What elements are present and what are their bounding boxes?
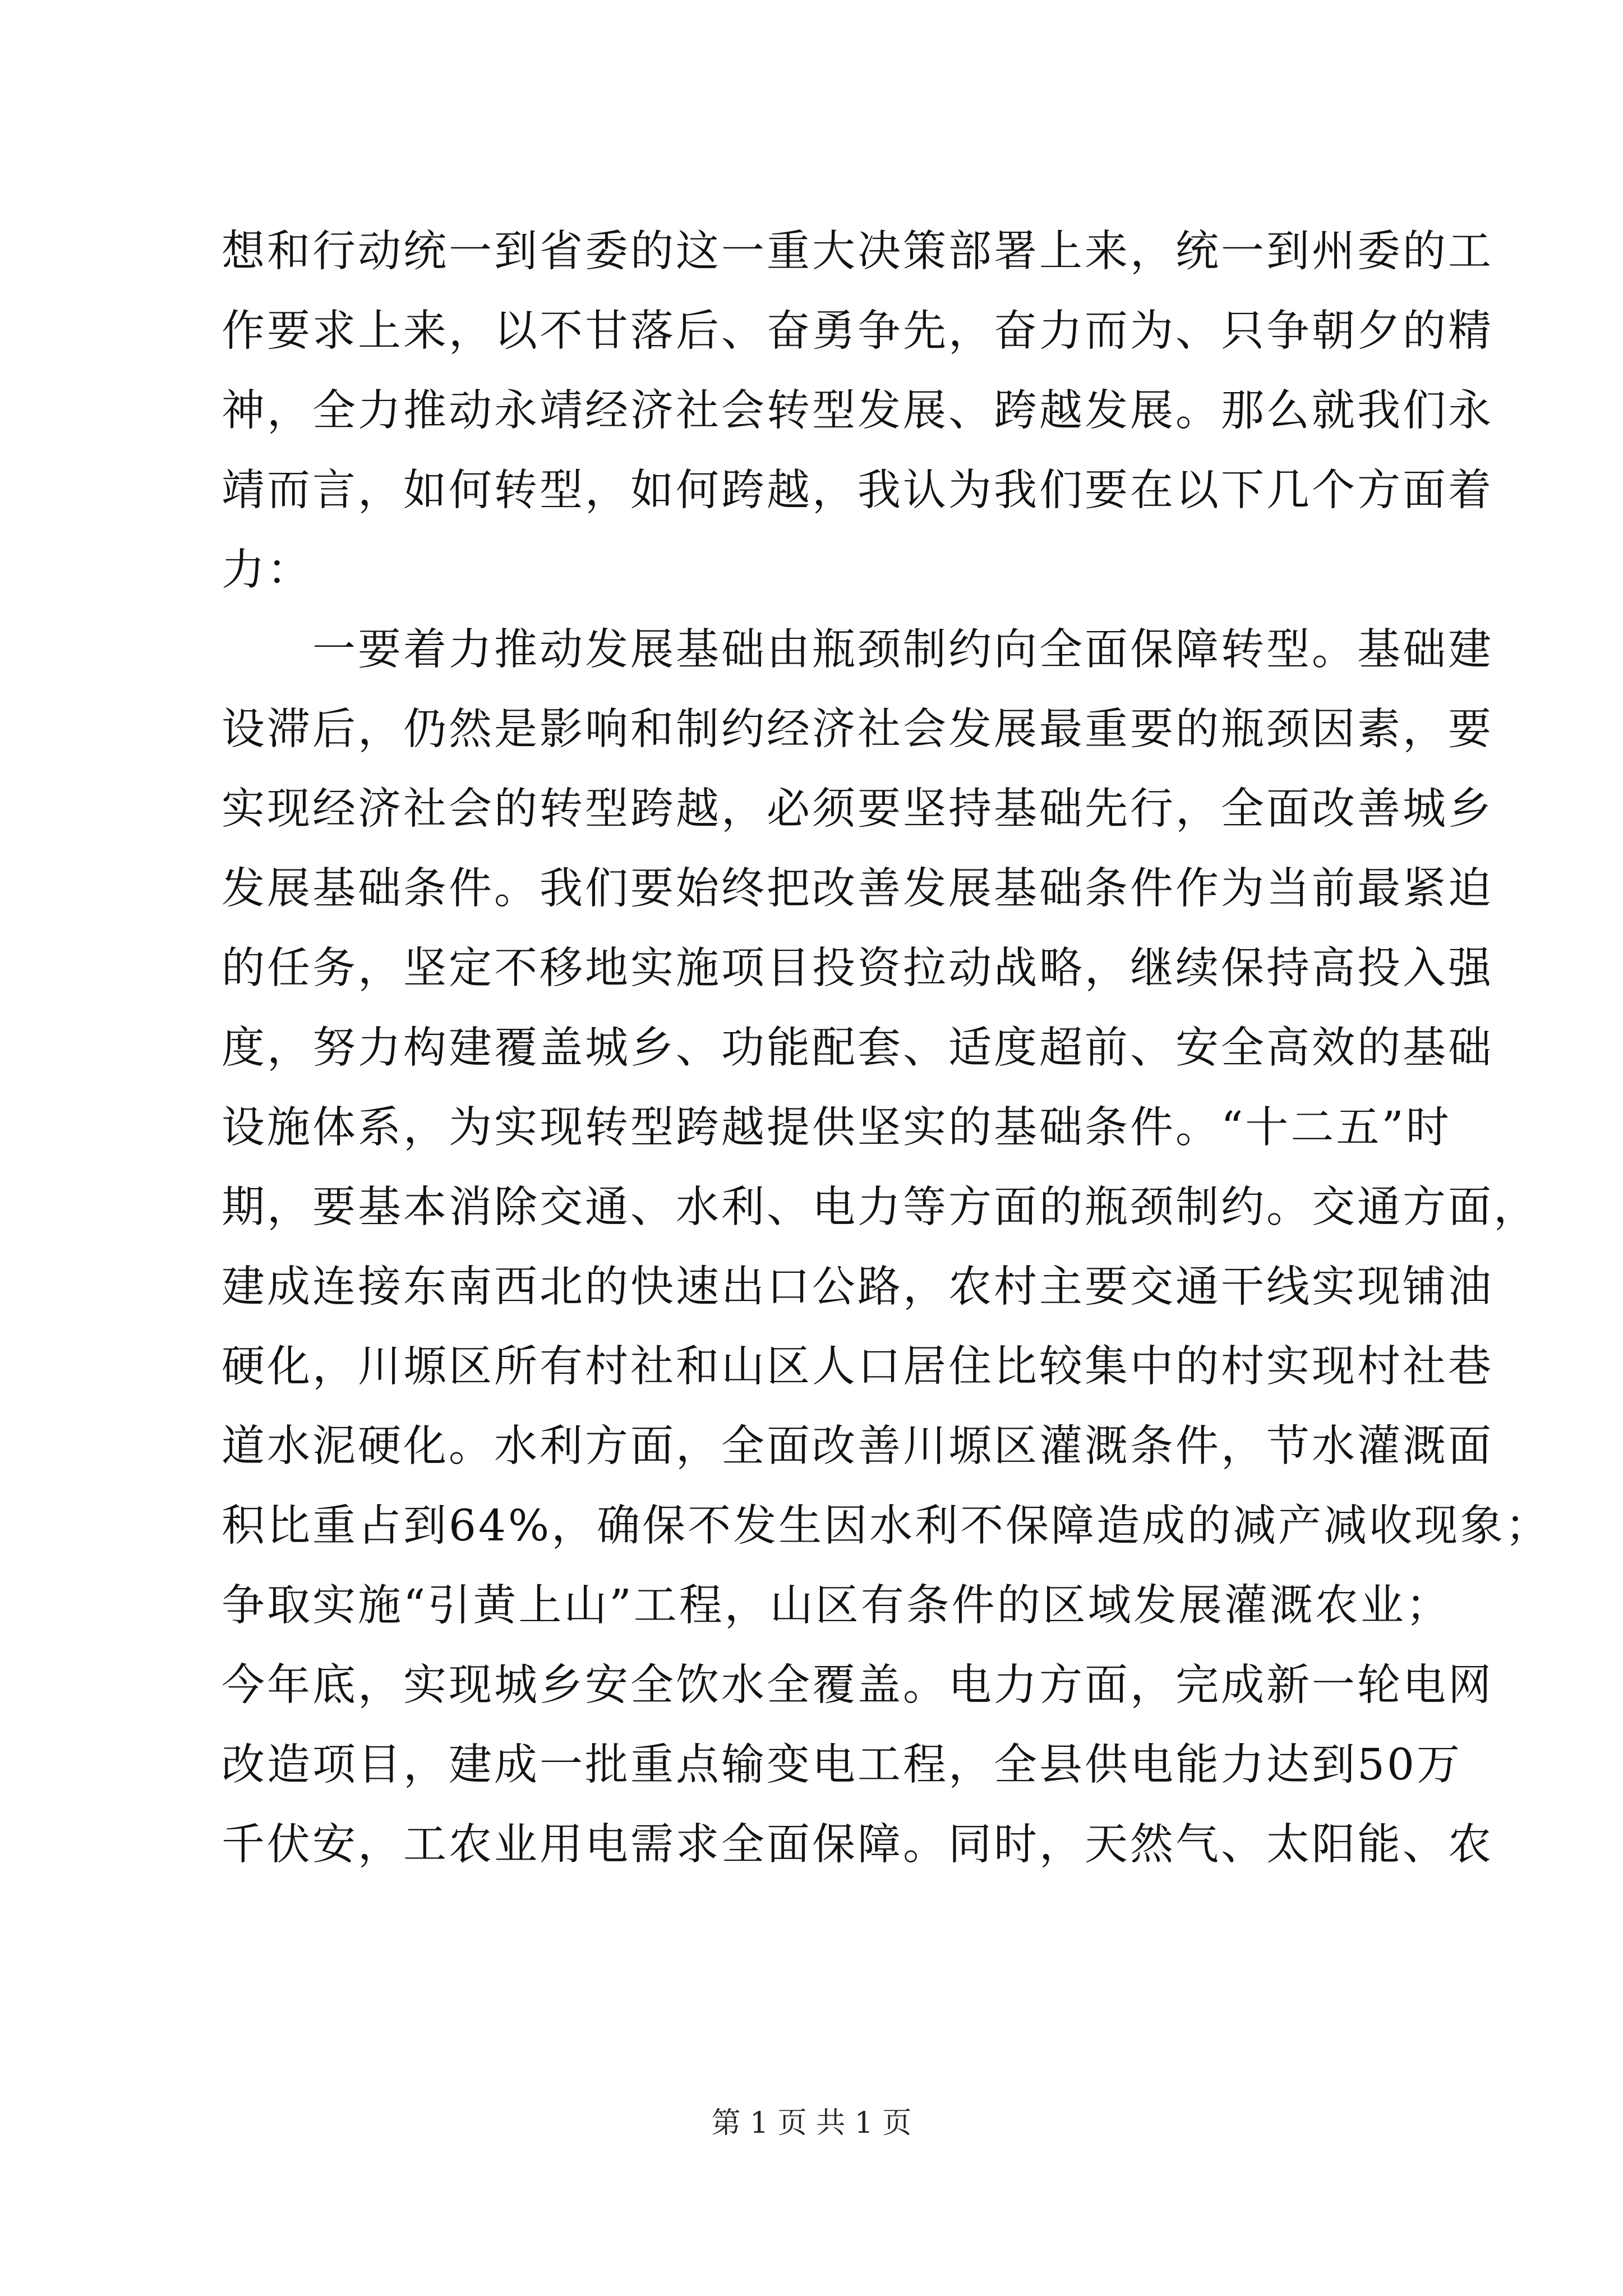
text-line: 想和行动统一到省委的这一重大决策部署上来，统一到州委的工 [222, 227, 1493, 277]
text-line: 实现经济社会的转型跨越，必须要坚持基础先行，全面改善城乡 [222, 784, 1493, 834]
text-line: 作要求上来，以不甘落后、奋勇争先，奋力而为、只争朝夕的精 [222, 306, 1493, 356]
text-line: 靖而言，如何转型，如何跨越，我认为我们要在以下几个方面着 [222, 466, 1493, 516]
text-line: 一要着力推动发展基础由瓶颈制约向全面保障转型。基础建 [222, 625, 1493, 675]
page-footer: 第 1 页 共 1 页 [711, 2106, 912, 2140]
text-line: 今年底，实现城乡安全饮水全覆盖。电力方面，完成新一轮电网 [222, 1660, 1493, 1710]
text-line: 千伏安，工农业用电需求全面保障。同时，天然气、太阳能、农 [222, 1820, 1493, 1870]
body-text [222, 212, 1551, 1885]
text-line: 度，努力构建覆盖城乡、功能配套、适度超前、安全高效的基础 [222, 1023, 1493, 1073]
text-line: 发展基础条件。我们要始终把改善发展基础条件作为当前最紧迫 [222, 864, 1493, 914]
text-line: 期，要基本消除交通、水利、电力等方面的瓶颈制约。交通方面， [222, 1182, 1539, 1232]
text-line: 争取实施“引黄上山”工程，山区有条件的区域发展灌溉农业； [222, 1581, 1451, 1631]
text-line: 神，全力推动永靖经济社会转型发展、跨越发展。那么就我们永 [222, 386, 1493, 436]
text-line: 道水泥硬化。水利方面，全面改善川塬区灌溉条件，节水灌溉面 [222, 1421, 1493, 1471]
text-line: 的任务，坚定不移地实施项目投资拉动战略，继续保持高投入强 [222, 944, 1493, 993]
text-line: 硬化，川塬区所有村社和山区人口居住比较集中的村实现村社巷 [222, 1342, 1493, 1392]
text-line: 力： [222, 545, 312, 595]
text-line: 设施体系，为实现转型跨越提供坚实的基础条件。“十二五”时 [222, 1103, 1451, 1153]
text-line: 改造项目，建成一批重点输变电工程，全县供电能力达到50万 [222, 1740, 1462, 1790]
text-line: 建成连接东南西北的快速出口公路，农村主要交通干线实现铺油 [222, 1262, 1493, 1312]
text-line: 设滞后，仍然是影响和制约经济社会发展最重要的瓶颈因素，要 [222, 705, 1493, 754]
text-line: 积比重占到64%，确保不发生因水利不保障造成的减产减收现象； [222, 1501, 1551, 1551]
